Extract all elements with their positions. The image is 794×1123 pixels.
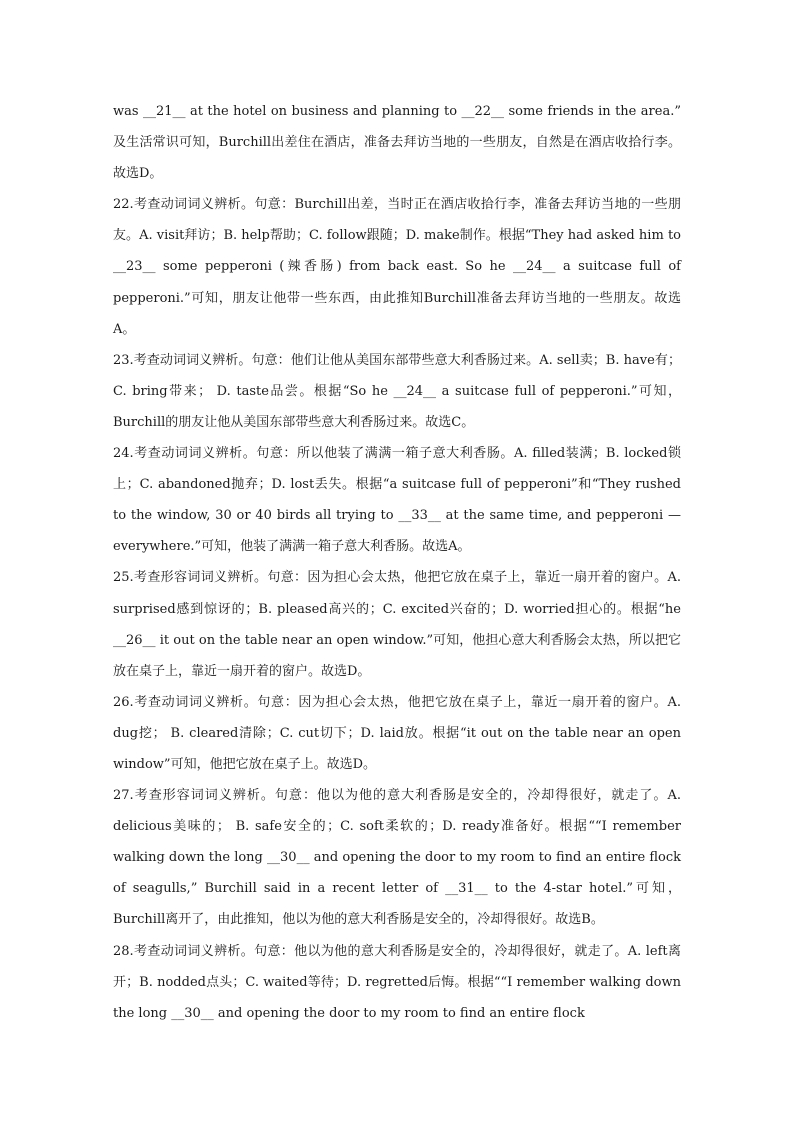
paragraph-answer-26: 26.考查动词词义辨析。句意：因为担心会太热，他把它放在桌子上，靠近一扇开着的窗户。A. dug挖； B. cleared清除；C. cut切下；D. laid放。根据“it out on the table near an open window”可知，他把它放在桌子上。故选D。	[113, 694, 681, 772]
paragraph-answer-23: 23.考查动词词义辨析。句意：他们让他从美国东部带些意大利香肠过来。A. sell卖；B. have有；C. bring带来； D. taste品尝。根据“So he __24__ a suitcase full of pepperoni.”可知，Burchill的朋友让他从美国东部带些意大利香肠过来。故选C。	[113, 352, 681, 430]
paragraph-answer-22: 22.考查动词词义辨析。句意：Burchill出差，当时正在酒店收拾行李，准备去拜访当地的一些朋友。A. visit拜访；B. help帮助；C. follow跟随；D. make制作。根据“They had asked him to __23__ some pepperoni (辣香肠) from back east. So he __24__ a suitcase full of pepperoni.”可知，朋友让他带一些东西，由此推知Burchill准备去拜访当地的一些朋友。故选A。	[113, 197, 681, 337]
paragraph-answer-27: 27.考查形容词词义辨析。句意：他以为他的意大利香肠是安全的，冷却得很好，就走了。A. delicious美味的； B. safe安全的；C. soft柔软的；D. ready准备好。根据““I remember walking down the long __30__ and opening the door to my room to find an entire flock of seagulls,” Burchill said in a recent letter of __31__ to the 4-star hotel.”可知，Burchill离开了，由此推知，他以为他的意大利香肠是安全的，冷却得很好。故选B。	[113, 788, 681, 928]
paragraph-answer-21-continued: was __21__ at the hotel on business and planning to __22__ some friends in the area.” 及生活常识可知，Burchill出差住在酒店，准备去拜访当地的一些朋友，自然是在酒店收拾行李。故选D。	[113, 104, 681, 182]
paragraph-answer-28: 28.考查动词词义辨析。句意：他以为他的意大利香肠是安全的，冷却得很好，就走了。A. left离开；B. nodded点头；C. waited等待；D. regretted后悔。根据““I remember walking down the long __30__ and opening the door to my room to find an entire flock	[113, 943, 681, 1021]
paragraph-answer-24: 24.考查动词词义辨析。句意：所以他装了满满一箱子意大利香肠。A. filled装满；B. locked锁上；C. abandoned抛弃；D. lost丢失。根据“a suitcase full of pepperoni”和“They rushed to the window, 30 or 40 birds all trying to __33__ at the same time, and pepperoni — everywhere.”可知，他装了满满一箱子意大利香肠。故选A。	[113, 446, 681, 555]
document-page	[113, 96, 681, 1029]
paragraph-answer-25: 25.考查形容词词义辨析。句意：因为担心会太热，他把它放在桌子上，靠近一扇开着的窗户。A. surprised感到惊讶的；B. pleased高兴的；C. excited兴奋的；D. worried担心的。根据“he __26__ it out on the table near an open window.”可知，他担心意大利香肠会太热，所以把它放在桌子上，靠近一扇开着的窗户。故选D。	[113, 570, 681, 679]
